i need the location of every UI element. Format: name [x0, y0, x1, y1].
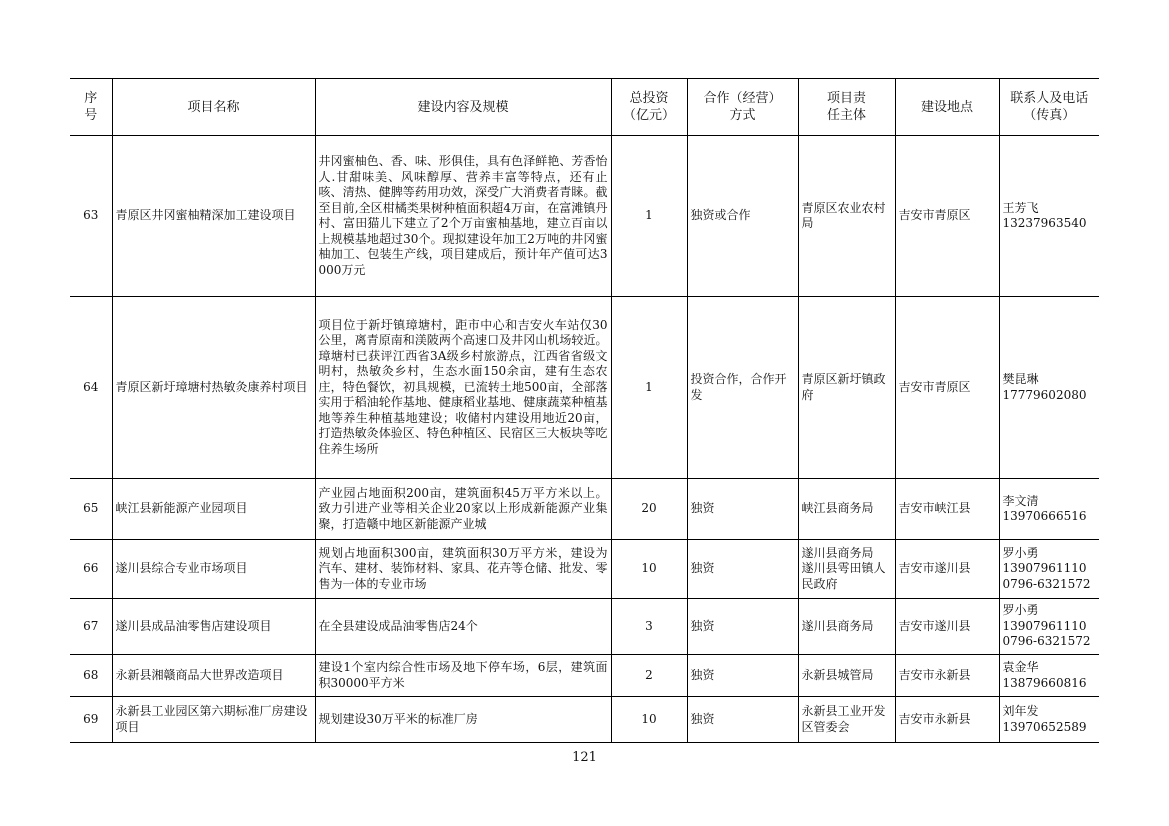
header-contact: 联系人及电话 （传真）	[999, 79, 1099, 136]
cell-location: 吉安市遂川县	[895, 599, 999, 655]
table-row	[70, 540, 1099, 599]
cell-invest: 1	[611, 297, 687, 479]
cell-no: 69	[70, 697, 112, 743]
table-row	[70, 479, 1099, 540]
header-location: 建设地点	[895, 79, 999, 136]
cell-no: 64	[70, 297, 112, 479]
header-invest: 总投资 （亿元）	[611, 79, 687, 136]
table-row	[70, 136, 1099, 297]
table-header-row	[70, 79, 1099, 136]
cell-owner: 峡江县商务局	[798, 479, 895, 540]
page-number: 121	[572, 750, 597, 765]
cell-invest: 2	[611, 655, 687, 697]
cell-contact: 李文清 13970666516	[999, 479, 1099, 540]
cell-mode: 独资	[687, 655, 798, 697]
cell-content: 产业园占地面积200亩，建筑面积45万平方米以上。致力引进产业等相关企业20家以上形成新能源产业集聚，打造赣中地区新能源产业城	[315, 479, 611, 540]
cell-owner: 永新县城管局	[798, 655, 895, 697]
cell-name: 遂川县综合专业市场项目	[112, 540, 315, 599]
cell-name: 遂川县成品油零售店建设项目	[112, 599, 315, 655]
cell-mode: 独资	[687, 599, 798, 655]
cell-owner: 青原区新圩镇政府	[798, 297, 895, 479]
cell-mode: 投资合作，合作开发	[687, 297, 798, 479]
cell-location: 吉安市永新县	[895, 655, 999, 697]
cell-contact: 王芳飞 13237963540	[999, 136, 1099, 297]
cell-invest: 3	[611, 599, 687, 655]
cell-content: 井冈蜜柚色、香、味、形俱佳，具有色泽鲜艳、芳香怡人.甘甜味美、风味醇厚、营养丰富等特点，还有止咳、清热、健脾等药用功效，深受广大消费者青睐。截至目前,全区柑橘类果树种植面积超4万亩，在富滩镇丹村、富田猫儿下建立了2个万亩蜜柚基地，建立百亩以上规模基地超过30个。现拟建设年加工2万吨的井冈蜜柚加工、包装生产线，项目建成后，预计年产值可达3000万元	[315, 136, 611, 297]
header-no: 序 号	[70, 79, 112, 136]
cell-location: 吉安市永新县	[895, 697, 999, 743]
cell-name: 永新县湘赣商品大世界改造项目	[112, 655, 315, 697]
cell-content: 项目位于新圩镇璋塘村，距市中心和吉安火车站仅30公里，离青原南和渼陂两个高速口及井冈山机场较近。璋塘村已获评江西省3A级乡村旅游点，江西省省级文明村，热敏灸乡村，生态水面150余亩，建有生态农庄，特色餐饮，初具规模，已流转土地500亩，全部落实用于稻油轮作基地、健康稻业基地、健康蔬菜种植基地等养生种植基地建设；收储村内建设用地近20亩，打造热敏灸体验区、特色种植区、民宿区三大板块等吃住养生场所	[315, 297, 611, 479]
header-owner: 项目责 任主体	[798, 79, 895, 136]
header-mode: 合作（经营） 方式	[687, 79, 798, 136]
cell-contact: 袁金华 13879660816	[999, 655, 1099, 697]
cell-contact: 樊昆琳 17779602080	[999, 297, 1099, 479]
cell-location: 吉安市峡江县	[895, 479, 999, 540]
cell-mode: 独资	[687, 479, 798, 540]
cell-location: 吉安市遂川县	[895, 540, 999, 599]
cell-owner: 青原区农业农村局	[798, 136, 895, 297]
cell-contact: 刘年发 13970652589	[999, 697, 1099, 743]
project-table	[70, 78, 1099, 743]
cell-no: 63	[70, 136, 112, 297]
cell-location: 吉安市青原区	[895, 136, 999, 297]
table-row	[70, 599, 1099, 655]
cell-contact: 罗小勇 13907961110 0796-6321572	[999, 540, 1099, 599]
cell-no: 65	[70, 479, 112, 540]
cell-location: 吉安市青原区	[895, 297, 999, 479]
cell-invest: 20	[611, 479, 687, 540]
cell-content: 在全县建设成品油零售店24个	[315, 599, 611, 655]
table-row	[70, 297, 1099, 479]
cell-mode: 独资	[687, 697, 798, 743]
cell-invest: 10	[611, 540, 687, 599]
header-content: 建设内容及规模	[315, 79, 611, 136]
cell-content: 规划占地面积300亩，建筑面积30万平方米，建设为汽车、建材、装饰材料、家具、花卉等仓储、批发、零售为一体的专业市场	[315, 540, 611, 599]
cell-contact: 罗小勇 13907961110 0796-6321572	[999, 599, 1099, 655]
cell-no: 68	[70, 655, 112, 697]
table-row	[70, 697, 1099, 743]
cell-content: 规划建设30万平米的标准厂房	[315, 697, 611, 743]
cell-name: 青原区新圩璋塘村热敏灸康养村项目	[112, 297, 315, 479]
cell-name: 青原区井冈蜜柚精深加工建设项目	[112, 136, 315, 297]
cell-owner: 永新县工业开发区管委会	[798, 697, 895, 743]
cell-no: 66	[70, 540, 112, 599]
cell-content: 建设1个室内综合性市场及地下停车场，6层，建筑面积30000平方米	[315, 655, 611, 697]
cell-invest: 10	[611, 697, 687, 743]
table-row	[70, 655, 1099, 697]
cell-no: 67	[70, 599, 112, 655]
cell-name: 永新县工业园区第六期标准厂房建设项目	[112, 697, 315, 743]
cell-mode: 独资或合作	[687, 136, 798, 297]
cell-owner: 遂川县商务局 遂川县雩田镇人民政府	[798, 540, 895, 599]
cell-mode: 独资	[687, 540, 798, 599]
cell-invest: 1	[611, 136, 687, 297]
header-name: 项目名称	[112, 79, 315, 136]
cell-name: 峡江县新能源产业园项目	[112, 479, 315, 540]
cell-owner: 遂川县商务局	[798, 599, 895, 655]
